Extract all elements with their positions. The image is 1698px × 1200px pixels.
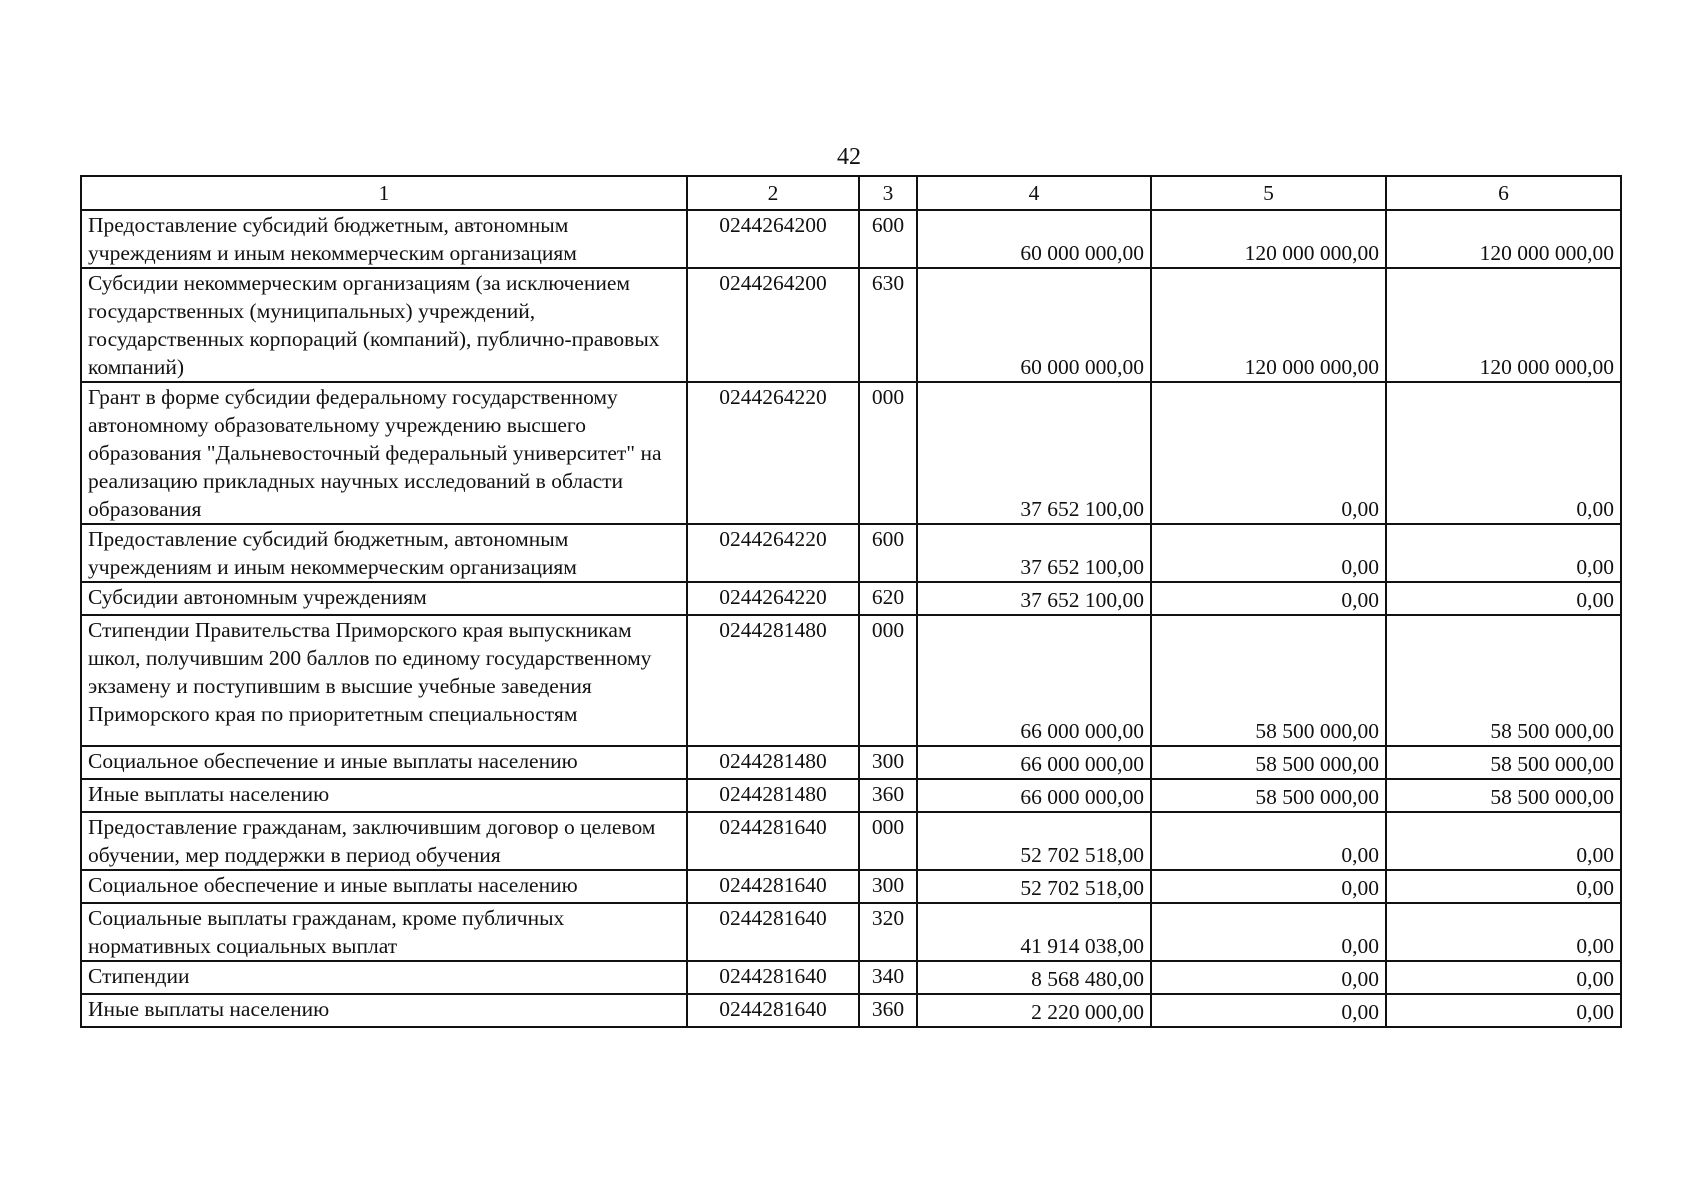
amount-col5-cell: 58 500 000,00 — [1151, 779, 1386, 812]
amount-col5-cell: 120 000 000,00 — [1151, 210, 1386, 268]
amount-col5-cell: 58 500 000,00 — [1151, 746, 1386, 779]
amount-col5-cell: 0,00 — [1151, 961, 1386, 994]
table-row — [81, 870, 1621, 903]
expense-type-cell: 630 — [859, 268, 917, 382]
target-code-cell: 0244281480 — [687, 746, 859, 779]
item-name-cell: Социальное обеспечение и иные выплаты населению — [81, 870, 687, 903]
table-row — [81, 268, 1621, 382]
amount-col6-cell: 0,00 — [1386, 870, 1621, 903]
item-name-cell: Социальное обеспечение и иные выплаты населению — [81, 746, 687, 779]
table-row — [81, 746, 1621, 779]
target-code-cell: 0244281640 — [687, 961, 859, 994]
target-code-cell: 0244281640 — [687, 812, 859, 870]
amount-col4-cell: 60 000 000,00 — [917, 210, 1151, 268]
table-row — [81, 779, 1621, 812]
amount-col5-cell: 120 000 000,00 — [1151, 268, 1386, 382]
expense-type-cell: 360 — [859, 994, 917, 1027]
expense-type-cell: 360 — [859, 779, 917, 812]
item-name-cell: Стипендии Правительства Приморского края выпускникам школ, получившим 200 баллов по единому государственному экзамену и поступившим в высшие учебные заведения Приморского края по приоритетным специальностям — [81, 615, 687, 746]
amount-col4-cell: 8 568 480,00 — [917, 961, 1151, 994]
table-row — [81, 382, 1621, 524]
column-header-5: 5 — [1151, 176, 1386, 210]
column-header-2: 2 — [687, 176, 859, 210]
item-name-cell: Иные выплаты населению — [81, 779, 687, 812]
expense-type-cell: 320 — [859, 903, 917, 961]
expense-type-cell: 620 — [859, 582, 917, 615]
table-row — [81, 582, 1621, 615]
column-header-3: 3 — [859, 176, 917, 210]
amount-col5-cell: 0,00 — [1151, 812, 1386, 870]
amount-col6-cell: 58 500 000,00 — [1386, 746, 1621, 779]
amount-col4-cell: 66 000 000,00 — [917, 746, 1151, 779]
expense-type-cell: 000 — [859, 615, 917, 746]
amount-col6-cell: 58 500 000,00 — [1386, 615, 1621, 746]
target-code-cell: 0244281640 — [687, 994, 859, 1027]
table-row — [81, 210, 1621, 268]
table-row — [81, 615, 1621, 746]
amount-col5-cell: 0,00 — [1151, 994, 1386, 1027]
item-name-cell: Социальные выплаты гражданам, кроме публичных нормативных социальных выплат — [81, 903, 687, 961]
item-name-cell: Стипендии — [81, 961, 687, 994]
amount-col6-cell: 120 000 000,00 — [1386, 268, 1621, 382]
target-code-cell: 0244264200 — [687, 268, 859, 382]
expense-type-cell: 600 — [859, 524, 917, 582]
amount-col5-cell: 0,00 — [1151, 382, 1386, 524]
amount-col4-cell: 52 702 518,00 — [917, 812, 1151, 870]
table-row — [81, 812, 1621, 870]
amount-col6-cell: 0,00 — [1386, 582, 1621, 615]
amount-col5-cell: 0,00 — [1151, 582, 1386, 615]
item-name-cell: Предоставление гражданам, заключившим договор о целевом обучении, мер поддержки в период обучения — [81, 812, 687, 870]
expense-type-cell: 000 — [859, 812, 917, 870]
amount-col4-cell: 2 220 000,00 — [917, 994, 1151, 1027]
amount-col6-cell: 0,00 — [1386, 961, 1621, 994]
column-header-4: 4 — [917, 176, 1151, 210]
amount-col4-cell: 37 652 100,00 — [917, 582, 1151, 615]
amount-col5-cell: 0,00 — [1151, 903, 1386, 961]
target-code-cell: 0244264220 — [687, 524, 859, 582]
amount-col6-cell: 0,00 — [1386, 812, 1621, 870]
item-name-cell: Субсидии автономным учреждениям — [81, 582, 687, 615]
expense-type-cell: 600 — [859, 210, 917, 268]
table-row — [81, 961, 1621, 994]
column-header-6: 6 — [1386, 176, 1621, 210]
amount-col6-cell: 0,00 — [1386, 382, 1621, 524]
target-code-cell: 0244281480 — [687, 615, 859, 746]
table-row — [81, 524, 1621, 582]
amount-col4-cell: 66 000 000,00 — [917, 615, 1151, 746]
expense-type-cell: 340 — [859, 961, 917, 994]
item-name-cell: Иные выплаты населению — [81, 994, 687, 1027]
item-name-cell: Предоставление субсидий бюджетным, автономным учреждениям и иным некоммерческим организациям — [81, 524, 687, 582]
column-number-row — [81, 176, 1621, 210]
amount-col5-cell: 0,00 — [1151, 870, 1386, 903]
target-code-cell: 0244264220 — [687, 382, 859, 524]
amount-col4-cell: 37 652 100,00 — [917, 382, 1151, 524]
amount-col6-cell: 0,00 — [1386, 903, 1621, 961]
expense-type-cell: 300 — [859, 746, 917, 779]
item-name-cell: Субсидии некоммерческим организациям (за исключением государственных (муниципальных) учреждений, государственных корпораций (компаний), публично-правовых компаний) — [81, 268, 687, 382]
target-code-cell: 0244264200 — [687, 210, 859, 268]
amount-col5-cell: 58 500 000,00 — [1151, 615, 1386, 746]
amount-col4-cell: 37 652 100,00 — [917, 524, 1151, 582]
target-code-cell: 0244281640 — [687, 903, 859, 961]
amount-col4-cell: 66 000 000,00 — [917, 779, 1151, 812]
table-row — [81, 903, 1621, 961]
amount-col6-cell: 0,00 — [1386, 524, 1621, 582]
table-row — [81, 994, 1621, 1027]
target-code-cell: 0244281480 — [687, 779, 859, 812]
budget-table — [80, 175, 1622, 1028]
column-header-1: 1 — [81, 176, 687, 210]
expense-type-cell: 300 — [859, 870, 917, 903]
amount-col6-cell: 58 500 000,00 — [1386, 779, 1621, 812]
amount-col4-cell: 60 000 000,00 — [917, 268, 1151, 382]
amount-col6-cell: 120 000 000,00 — [1386, 210, 1621, 268]
item-name-cell: Предоставление субсидий бюджетным, автономным учреждениям и иным некоммерческим организациям — [81, 210, 687, 268]
expense-type-cell: 000 — [859, 382, 917, 524]
amount-col4-cell: 52 702 518,00 — [917, 870, 1151, 903]
item-name-cell: Грант в форме субсидии федеральному государственному автономному образовательному учреждению высшего образования "Дальневосточный федеральный университет" на реализацию прикладных научных исследований в области образования — [81, 382, 687, 524]
target-code-cell: 0244281640 — [687, 870, 859, 903]
amount-col5-cell: 0,00 — [1151, 524, 1386, 582]
table-body — [81, 176, 1621, 1027]
amount-col6-cell: 0,00 — [1386, 994, 1621, 1027]
page-number: 42 — [837, 144, 861, 170]
amount-col4-cell: 41 914 038,00 — [917, 903, 1151, 961]
target-code-cell: 0244264220 — [687, 582, 859, 615]
